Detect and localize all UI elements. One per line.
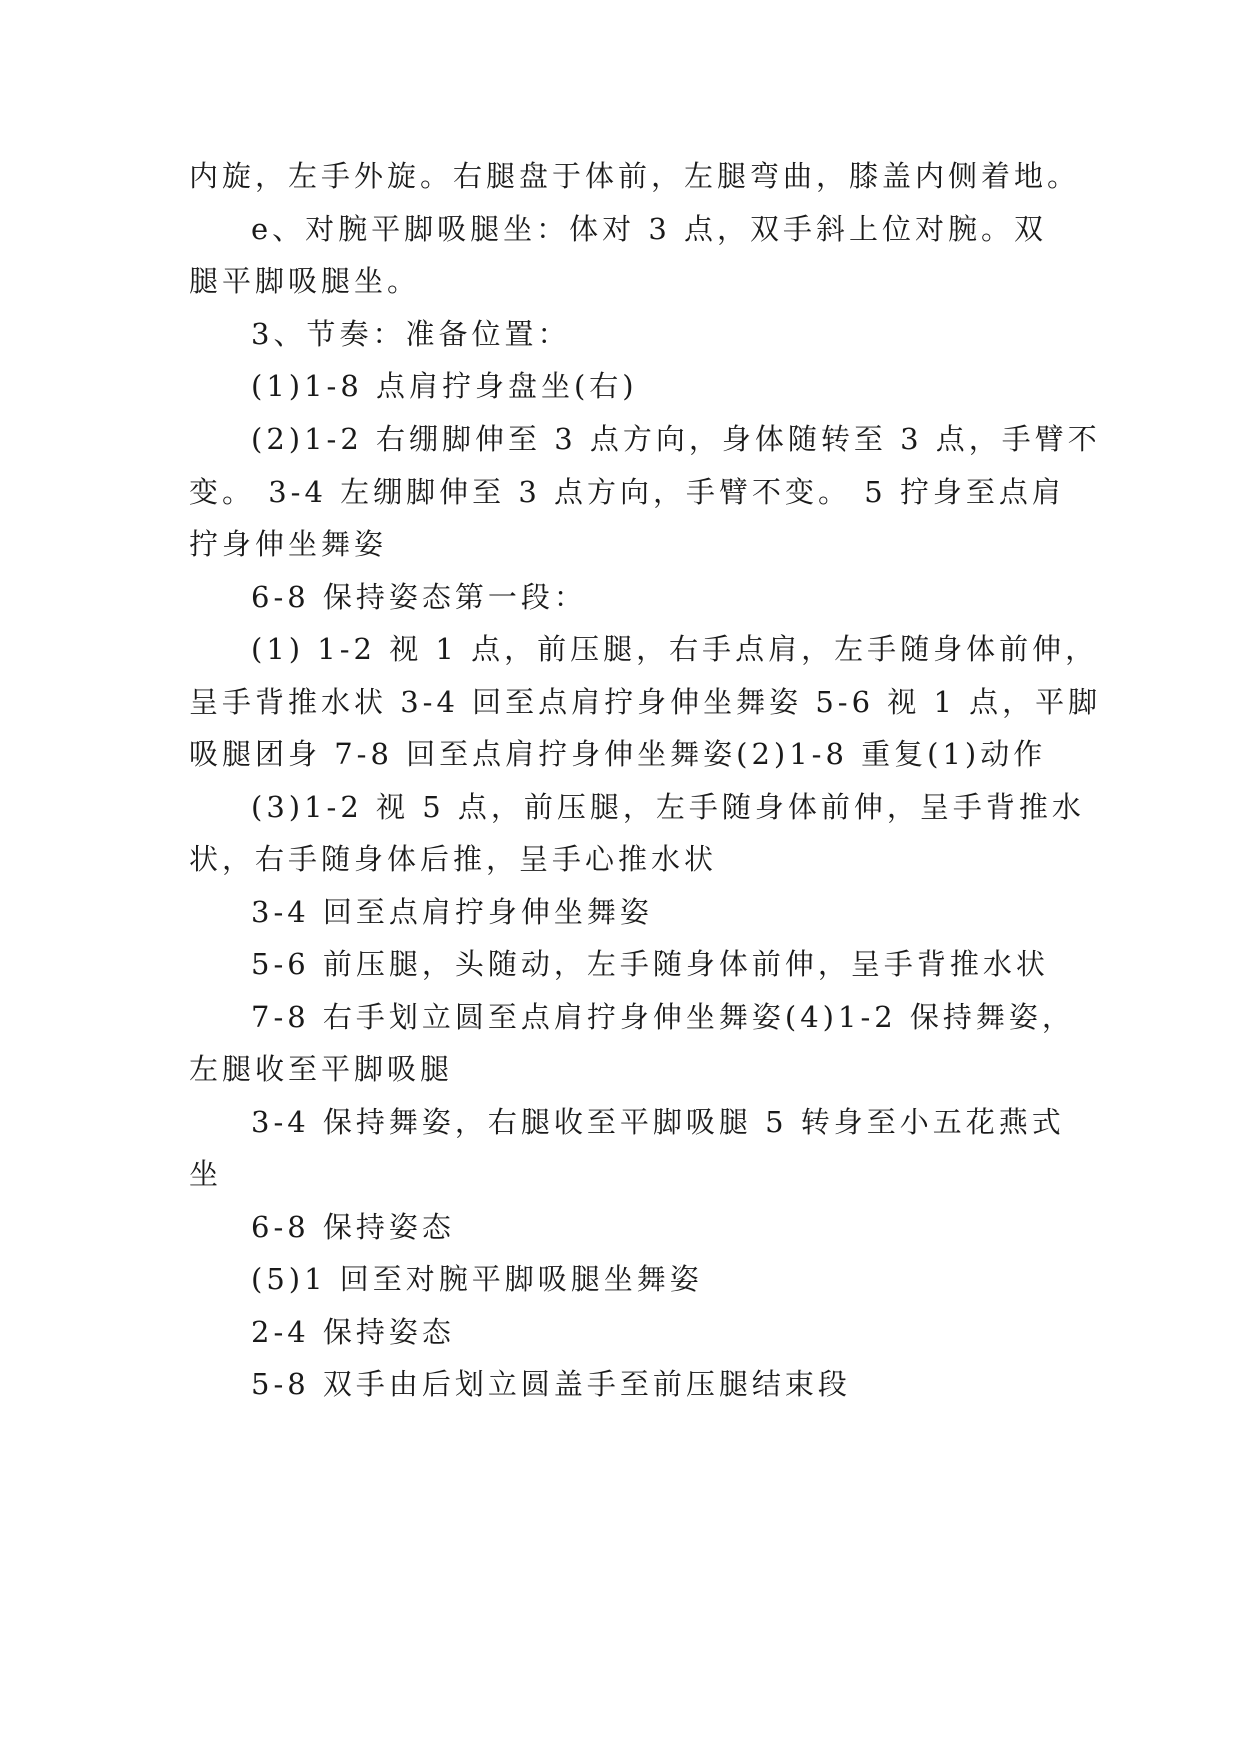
text-line: 内旋，左手外旋。右腿盘于体前，左腿弯曲，膝盖内侧着地。 [189,159,1081,193]
text-line: e、对腕平脚吸腿坐：体对 3 点，双手斜上位对腕。双 [251,212,1048,246]
text-line: 5-8 双手由后划立圆盖手至前压腿结束段 [251,1367,851,1401]
text-line: 吸腿团身 7-8 回至点肩拧身伸坐舞姿(2)1-8 重复(1)动作 [189,737,1047,771]
text-line: 呈手背推水状 3-4 回至点肩拧身伸坐舞姿 5-6 视 1 点，平脚 [189,685,1102,719]
text-line: 7-8 右手划立圆至点肩拧身伸坐舞姿(4)1-2 保持舞姿， [251,1000,1075,1034]
text-line: 3、节奏：准备位置： [251,317,571,351]
text-line: (1)1-8 点肩拧身盘坐(右) [251,369,638,403]
text-line: (2)1-2 右绷脚伸至 3 点方向，身体随转至 3 点，手臂不 [251,422,1101,456]
text-line: 3-4 回至点肩拧身伸坐舞姿 [251,895,653,929]
text-line: 6-8 保持姿态 [251,1210,455,1244]
text-line: (1) 1-2 视 1 点，前压腿，右手点肩，左手随身体前伸， [251,632,1099,666]
text-line: 坐 [189,1157,223,1191]
text-line: 2-4 保持姿态 [251,1315,455,1349]
text-line: 6-8 保持姿态第一段： [251,580,587,614]
text-line: 状，右手随身体后推，呈手心推水状 [189,842,718,876]
text-line: 左腿收至平脚吸腿 [189,1052,454,1086]
text-line: 3-4 保持舞姿，右腿收至平脚吸腿 5 转身至小五花燕式 [251,1105,1065,1139]
text-line: (5)1 回至对腕平脚吸腿坐舞姿 [251,1262,703,1296]
text-line: 变。 3-4 左绷脚伸至 3 点方向，手臂不变。 5 拧身至点肩 [189,475,1065,509]
text-line: 拧身伸坐舞姿 [189,527,388,561]
text-line: (3)1-2 视 5 点，前压腿，左手随身体前伸，呈手背推水 [251,790,1085,824]
text-line: 腿平脚吸腿坐。 [189,264,421,298]
text-line: 5-6 前压腿，头随动，左手随身体前伸，呈手背推水状 [251,947,1049,981]
